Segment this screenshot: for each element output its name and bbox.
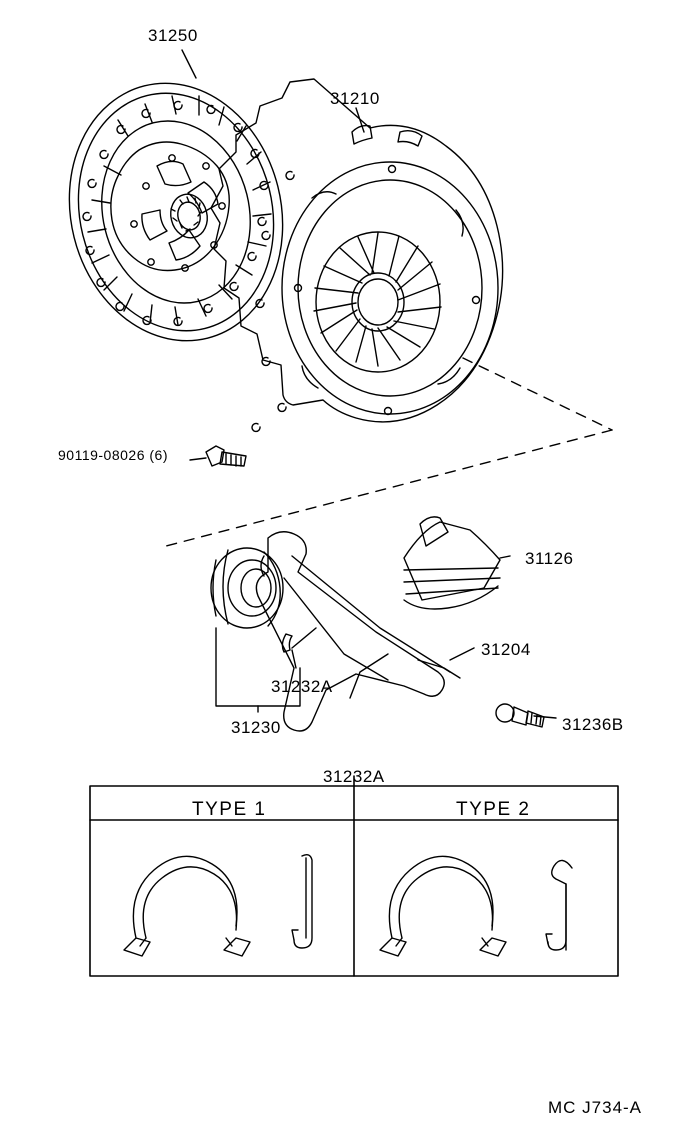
clutch-cover-art — [211, 79, 503, 431]
table-header-type-1: TYPE 1 — [192, 799, 267, 820]
bolt-art — [206, 446, 246, 466]
release-bearing-art — [211, 548, 283, 628]
type1-pin-art — [292, 855, 312, 948]
clip-table-frame — [90, 776, 618, 976]
part-label-31126: 31126 — [525, 549, 574, 568]
part-label-90119-08026: 90119-08026 (6) — [58, 447, 168, 463]
part-label-31236B: 31236B — [562, 715, 624, 734]
type1-clip-art — [124, 856, 250, 956]
type2-pin-art — [546, 860, 572, 950]
fork-clip-art — [282, 628, 316, 652]
part-label-31204: 31204 — [481, 640, 531, 659]
part-label-31210: 31210 — [330, 89, 380, 108]
part-label-31230: 31230 — [231, 718, 281, 737]
clutch-disc-art — [43, 60, 310, 363]
table-header-type-2: TYPE 2 — [456, 799, 531, 820]
footer-code: MC J734-A — [548, 1098, 643, 1117]
release-fork-art — [256, 532, 460, 731]
leader-lines — [182, 50, 556, 718]
type2-clip-art — [380, 856, 506, 956]
part-label-31250: 31250 — [148, 26, 198, 45]
boot-art — [404, 517, 500, 609]
table-title-31232A: 31232A — [323, 767, 385, 786]
ball-stud-art — [496, 704, 544, 727]
part-label-31232A-fork: 31232A — [271, 677, 333, 696]
